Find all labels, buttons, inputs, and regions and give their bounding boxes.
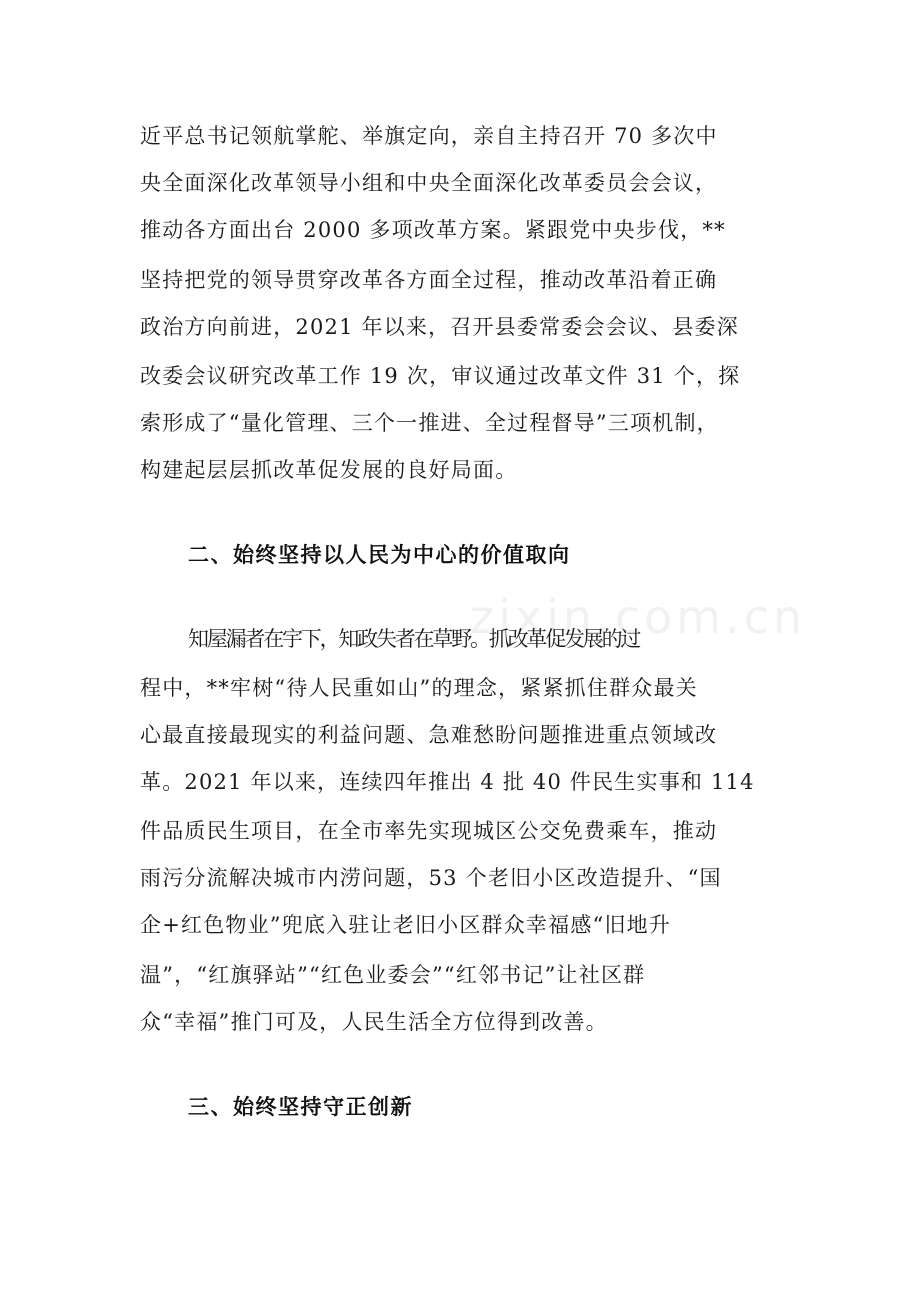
paragraph-2-line: 心最直接最现实的利益问题、急难愁盼问题推进重点领域改 [140,723,718,747]
paragraph-2-line: 程中，**牢树“待人民重如山”的理念，紧紧抓住群众最关 [140,676,698,700]
paragraph-2-line: 温”，“红旗驿站”“红色业委会”“红邻书记”让社区群 [140,963,646,987]
paragraph-1-line: 近平总书记领航掌舵、举旗定向，亲自主持召开 70 多次中 [140,124,718,148]
paragraph-2-line: 知屋漏者在宇下，知政失者在草野。抓改革促发展的过 [188,627,640,651]
paragraph-1-line: 推动各方面出台 2000 多项改革方案。紧跟党中央步伐，** [140,218,726,242]
paragraph-2-line: 企+红色物业”兜底入驻让老旧小区群众幸福感“旧地升 [140,913,672,937]
paragraph-1-line: 政治方向前进，2021 年以来，召开县委常委会会议、县委深 [140,315,739,339]
section-heading-3: 三、始终坚持守正创新 [188,1095,413,1119]
paragraph-2-line: 件品质民生项目，在全市率先实现城区公交免费乘车，推动 [140,819,718,843]
section-heading-2: 二、始终坚持以人民为中心的价值取向 [188,543,571,567]
paragraph-1-line: 索形成了“量化管理、三个一推进、全过程督导”三项机制， [140,411,719,435]
paragraph-1-line: 改委会议研究改革工作 19 次，审议通过改革文件 31 个，探 [140,364,741,388]
watermark: zixin.com.cn [470,590,807,644]
paragraph-1-line: 央全面深化改革领导小组和中央全面深化改革委员会会议， [140,171,718,195]
paragraph-1-line: 构建起层层抓改革促发展的良好局面。 [140,458,518,482]
paragraph-2-line: 革。2021 年以来，连续四年推出 4 批 40 件民生实事和 114 [140,770,755,794]
paragraph-1-line: 坚持把党的领导贯穿改革各方面全过程，推动改革沿着正确 [140,268,718,292]
paragraph-2-line: 众“幸福”推门可及，人民生活全方位得到改善。 [140,1010,608,1034]
paragraph-2-line: 雨污分流解决城市内涝问题，53 个老旧小区改造提升、“国 [140,866,722,890]
